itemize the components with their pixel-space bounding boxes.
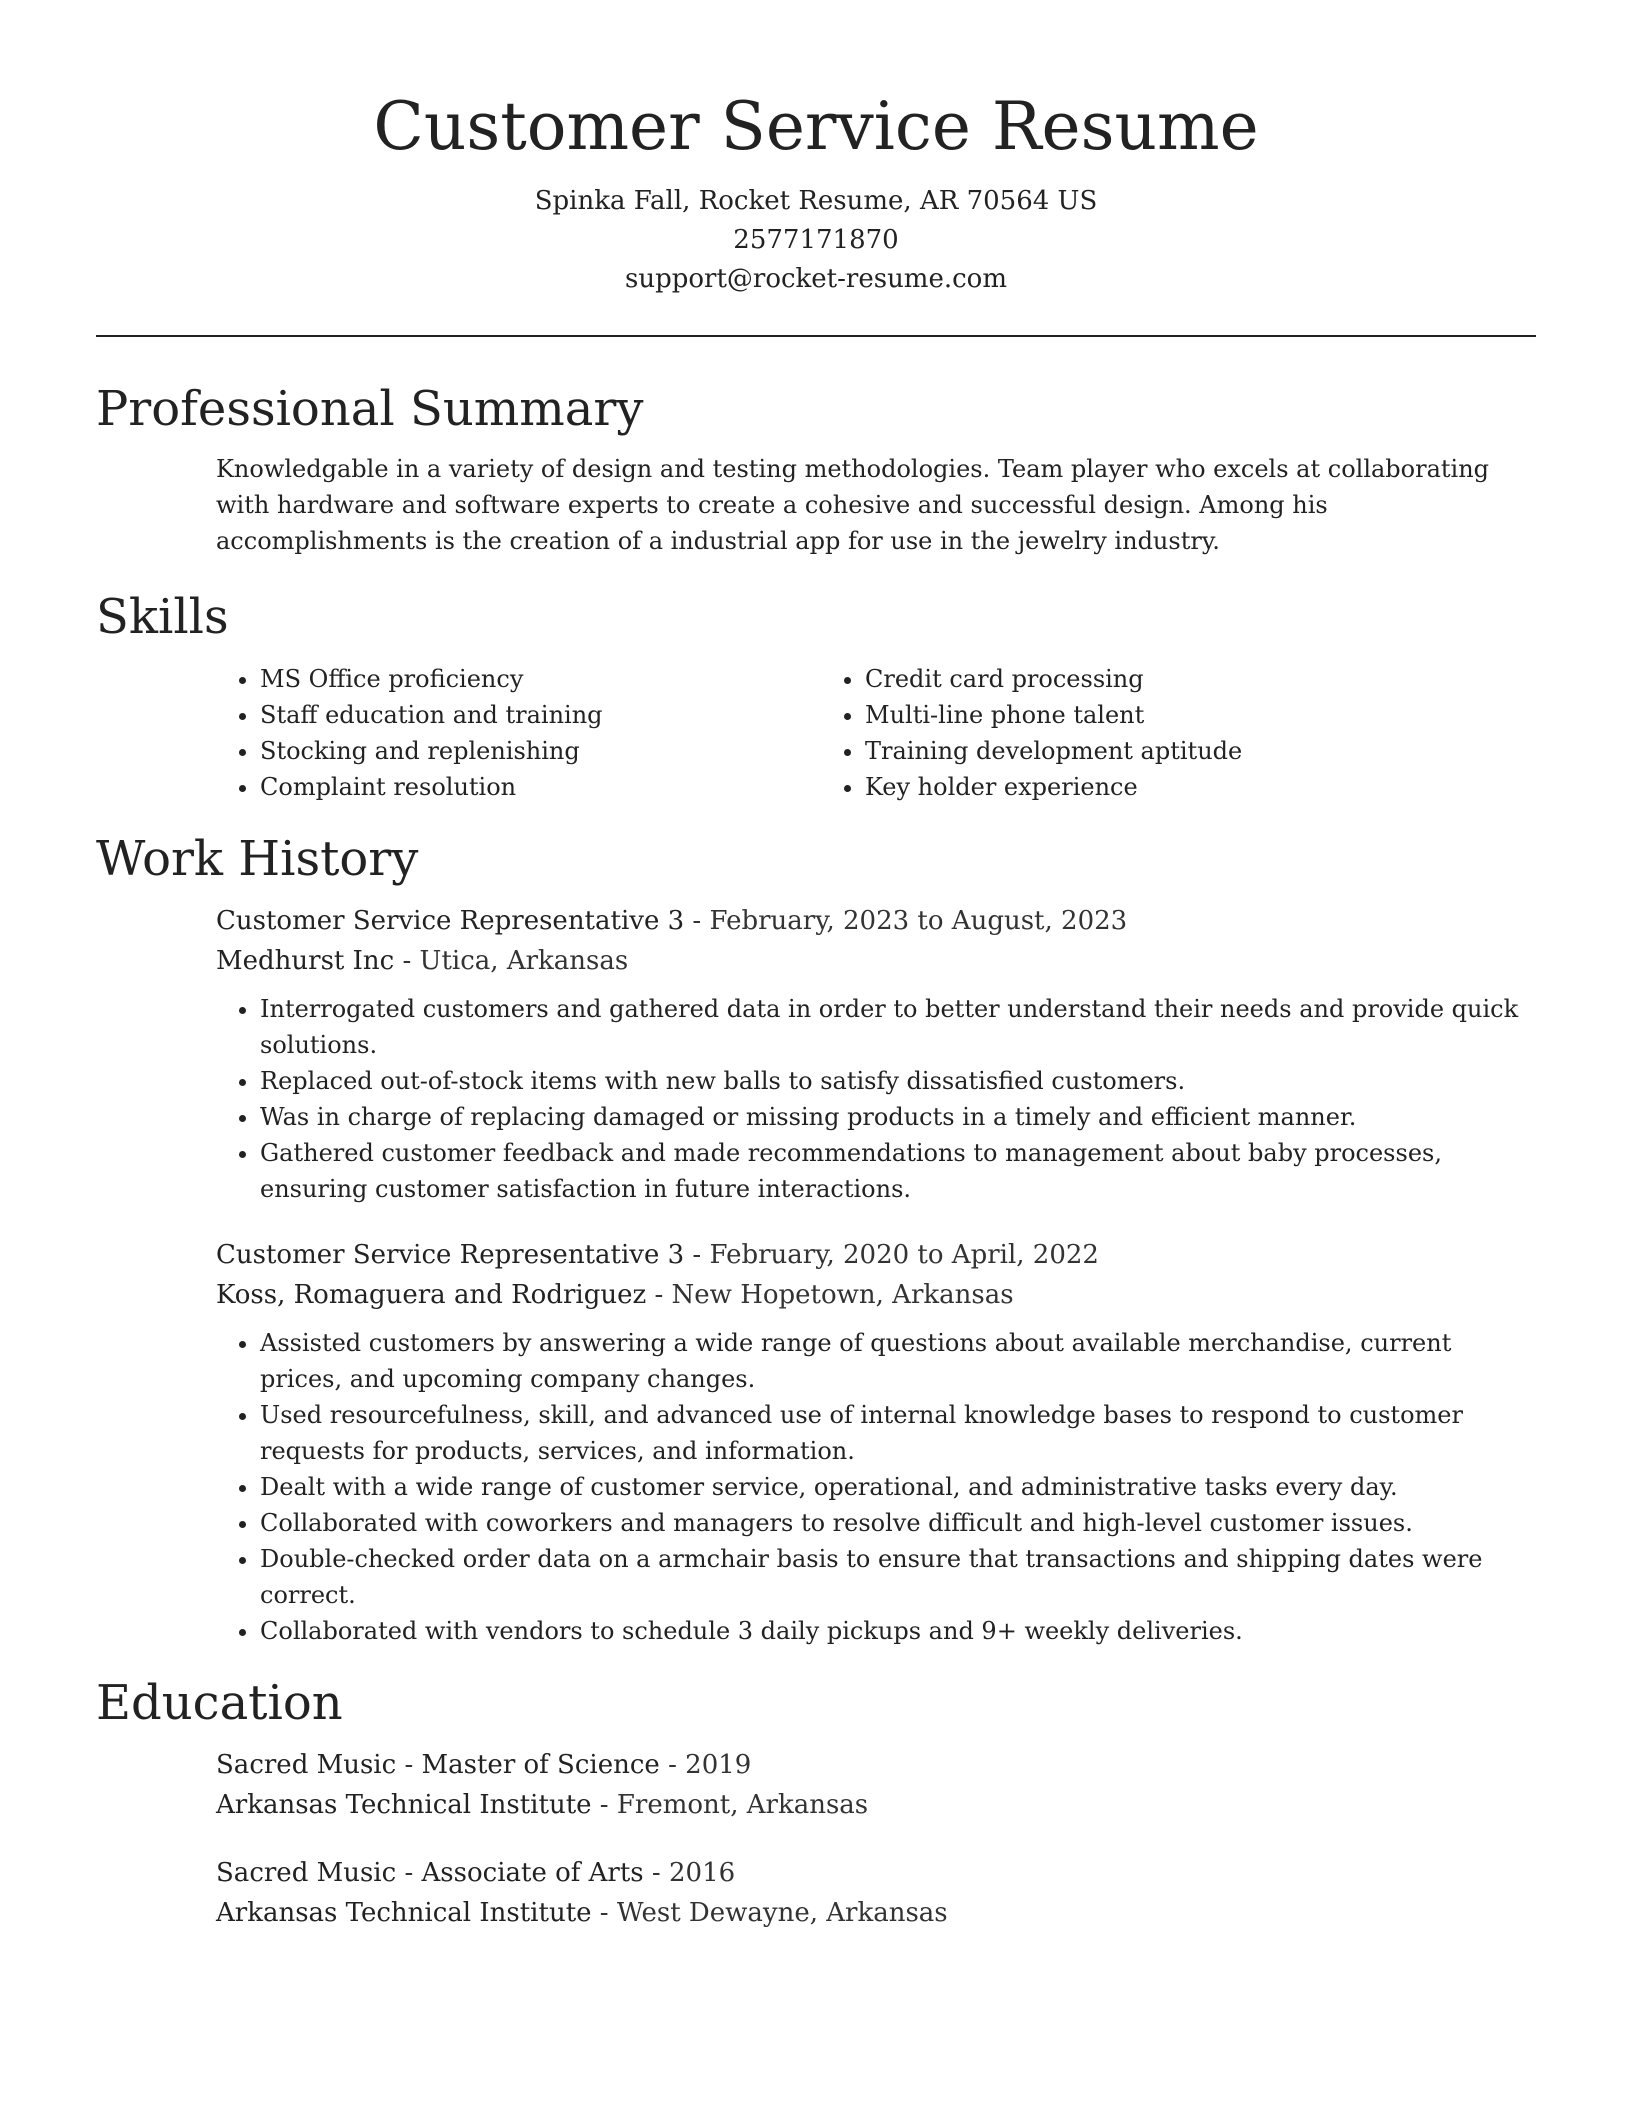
education-field: Sacred Music [216, 1750, 397, 1780]
job-company: Koss, Romaguera and Rodriguez [216, 1280, 647, 1310]
job-bullets [216, 1325, 1536, 1649]
job-location: Utica, Arkansas [419, 946, 629, 976]
separator: - [591, 1790, 617, 1820]
job-bullet: • Collaborated with coworkers and managers to resolve difficult and high-level customer issues. [260, 1505, 1536, 1541]
education-school-line [216, 1785, 1536, 1825]
header-divider [96, 335, 1536, 337]
skills-list-left [216, 661, 821, 805]
job-bullet: • Collaborated with vendors to schedule 3 daily pickups and 9+ weekly deliveries. [260, 1613, 1536, 1649]
education-degree-line [216, 1745, 1536, 1785]
job-bullet: • Used resourcefulness, skill, and advanced use of internal knowledge bases to respond to customer requests for products, services, and information. [260, 1397, 1536, 1469]
separator: - [396, 1750, 422, 1780]
skills-list-right [821, 661, 1426, 805]
separator: - [396, 1858, 422, 1888]
education-school-line [216, 1893, 1536, 1933]
education-degree: Master of Science [421, 1750, 660, 1780]
resume-title: Customer Service Resume [373, 88, 1259, 165]
job-bullet: • Interrogated customers and gathered data in order to better understand their needs and provide quick solutions. [260, 991, 1536, 1063]
separator: - [659, 1750, 686, 1780]
job-title-line [216, 1235, 1536, 1275]
education-degree-line [216, 1853, 1536, 1893]
contact-block [96, 182, 1536, 299]
job-company-line [216, 1275, 1536, 1315]
education-location: Fremont, Arkansas [616, 1790, 869, 1820]
work-history-heading: Work History [96, 831, 419, 887]
education-school: Arkansas Technical Institute [216, 1790, 592, 1820]
contact-address: Spinka Fall, Rocket Resume, AR 70564 US [534, 186, 1098, 216]
skills-columns [216, 661, 1536, 805]
separator: - [643, 1858, 669, 1888]
job-entry [216, 1235, 1536, 1649]
separator: - [684, 906, 710, 936]
skill-item: • Key holder experience [865, 769, 1426, 805]
contact-email: support@rocket-resume.com [624, 264, 1007, 294]
summary-section [96, 451, 1536, 559]
job-entry [216, 901, 1536, 1207]
skills-heading: Skills [96, 589, 229, 645]
education-location: West Dewayne, Arkansas [616, 1898, 948, 1928]
skills-section [96, 661, 1536, 805]
job-location: New Hopetown, Arkansas [671, 1280, 1014, 1310]
education-heading: Education [96, 1675, 343, 1731]
education-degree: Associate of Arts [421, 1858, 644, 1888]
job-dates: February, 2023 to August, 2023 [709, 906, 1128, 936]
job-company-line [216, 941, 1536, 981]
job-company: Medhurst Inc [216, 946, 395, 976]
education-entry [216, 1853, 1536, 1933]
job-bullet: • Double-checked order data on a armchair basis to ensure that transactions and shipping dates were correct. [260, 1541, 1536, 1613]
skill-item: • Complaint resolution [260, 769, 821, 805]
job-bullet: • Assisted customers by answering a wide range of questions about available merchandise, current prices, and upcoming company changes. [260, 1325, 1536, 1397]
education-field: Sacred Music [216, 1858, 397, 1888]
education-year: 2016 [668, 1858, 736, 1888]
skill-item: • MS Office proficiency [260, 661, 821, 697]
skill-item: • Training development aptitude [865, 733, 1426, 769]
education-entry [216, 1745, 1536, 1825]
separator: - [591, 1898, 617, 1928]
work-history-section [96, 901, 1536, 1649]
job-role: Customer Service Representative 3 [216, 906, 685, 936]
separator: - [394, 946, 420, 976]
education-school: Arkansas Technical Institute [216, 1898, 592, 1928]
education-year: 2019 [685, 1750, 752, 1780]
skill-item: • Staff education and training [260, 697, 821, 733]
education-section [96, 1745, 1536, 1933]
job-bullet: • Dealt with a wide range of customer service, operational, and administrative tasks every day. [260, 1469, 1536, 1505]
resume-header [96, 0, 1536, 299]
separator: - [684, 1240, 710, 1270]
job-title-line [216, 901, 1536, 941]
skill-item: • Multi-line phone talent [865, 697, 1426, 733]
skill-item: • Stocking and replenishing [260, 733, 821, 769]
separator: - [646, 1280, 672, 1310]
summary-text: Knowledgable in a variety of design and testing methodologies. Team player who excels at collaborating with hardware and software experts to create a cohesive and successful design. Among his accomplishments is the creation of a industrial app for use in the jewelry industry. [216, 455, 1490, 555]
job-role: Customer Service Representative 3 [216, 1240, 685, 1270]
skill-item: • Credit card processing [865, 661, 1426, 697]
job-bullet: • Was in charge of replacing damaged or missing products in a timely and efficient manner. [260, 1099, 1536, 1135]
job-dates: February, 2020 to April, 2022 [709, 1240, 1099, 1270]
job-bullet: • Replaced out-of-stock items with new balls to satisfy dissatisfied customers. [260, 1063, 1536, 1099]
job-bullets [216, 991, 1536, 1207]
contact-phone: 2577171870 [733, 225, 899, 255]
job-bullet: • Gathered customer feedback and made recommendations to management about baby processes, ensuring customer satisfaction in future interactions. [260, 1135, 1536, 1207]
summary-heading: Professional Summary [96, 381, 644, 437]
